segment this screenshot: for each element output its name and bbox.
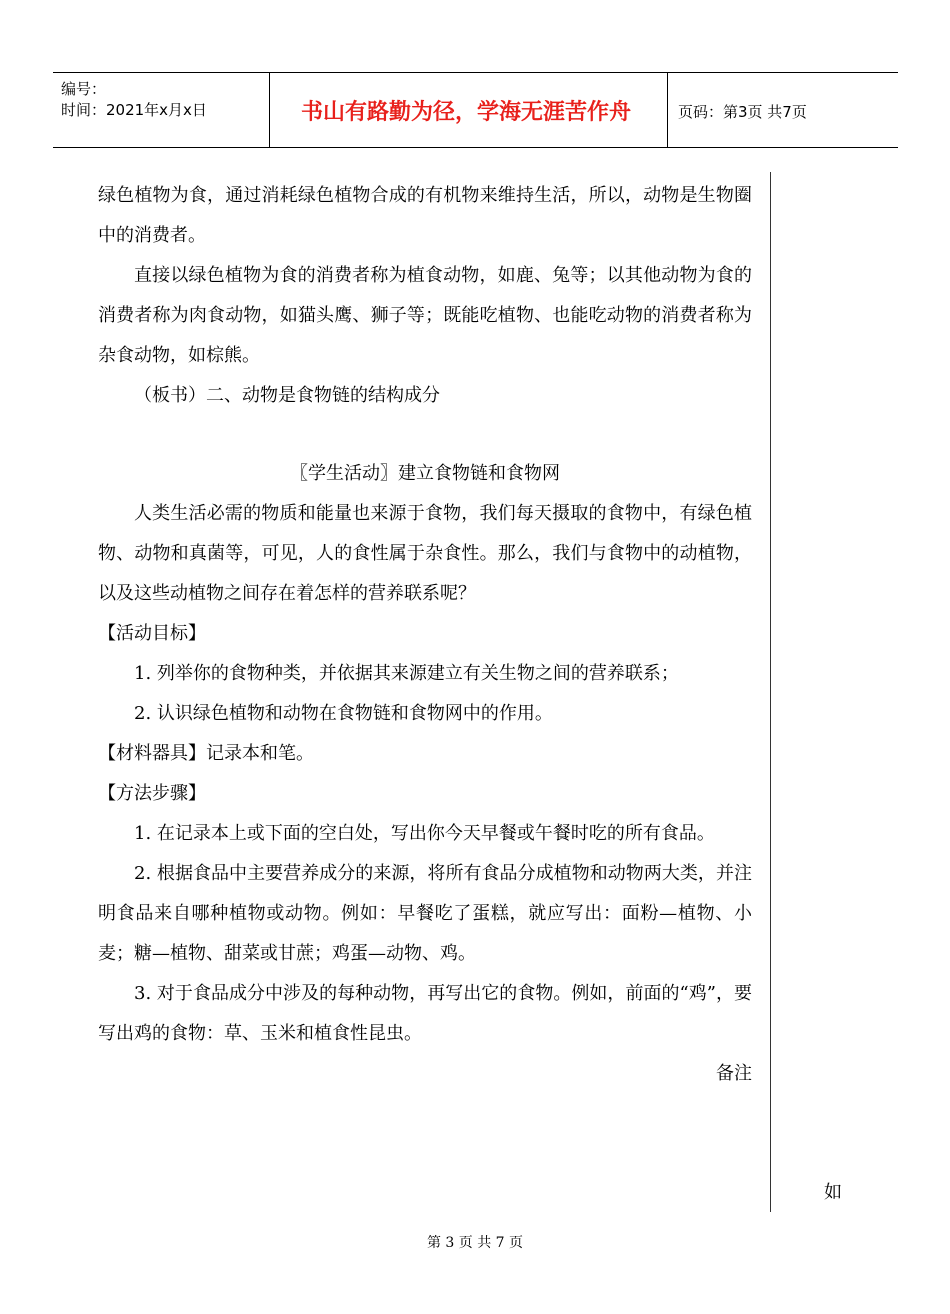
margin-line [770,172,771,1212]
document-number-label: 编号： [61,80,107,98]
goal-heading: 【活动目标】 [98,623,206,644]
side-margin-text: 如 [824,1182,842,1203]
header-divider [269,73,270,147]
step-item: 1. 在记录本上或下面的空白处，写出你今天早餐或午餐时吃的所有食品。 [134,823,715,844]
goal-item: 1. 列举你的食物种类，并依据其来源建立有关生物之间的营养联系； [134,663,679,684]
header-divider [667,73,668,147]
document-time-label: 时间：2021年x月x日 [61,101,207,119]
header-meta [61,79,207,121]
note-label: 备注 [716,1063,752,1084]
page-footer: 第 3 页 共 7 页 [426,1235,524,1251]
activity-title: 〖学生活动〗建立食物链和食物网 [290,463,560,484]
goal-item: 2. 认识绿色植物和动物在食物链和食物网中的作用。 [134,703,553,724]
header-motto: 书山有路勤为径，学海无涯苦作舟 [300,100,631,125]
header-page-label: 页码：第3页 共7页 [678,103,807,121]
step-item: 2. 根据食品中主要营养成分的来源，将所有食品分成植物和动物两大类，并注明食品来自哪种植物或动物。例如：早餐吃了蛋糕，就应写出：面粉—植物、小麦；糖—植物、甜菜或甘蔗；鸡蛋—动物、鸡。 [98,863,752,964]
page-header [53,72,898,148]
paragraph: 人类生活必需的物质和能量也来源于食物，我们每天摄取的食物中，有绿色植物、动物和真菌等，可见，人的食性属于杂食性。那么，我们与食物中的动植物，以及这些动植物之间存在着怎样的营养联系呢？ [98,503,752,604]
paragraph: 直接以绿色植物为食的消费者称为植食动物，如鹿、兔等；以其他动物为食的消费者称为肉食动物，如猫头鹰、狮子等；既能吃植物、也能吃动物的消费者称为杂食动物，如棕熊。 [98,265,752,366]
materials-line: 【材料器具】记录本和笔。 [98,743,314,764]
step-item: 3. 对于食品成分中涉及的每种动物，再写出它的食物。例如，前面的“鸡”，要写出鸡的食物：草、玉米和植食性昆虫。 [98,983,752,1044]
document-body [98,176,752,1094]
blackboard-heading: （板书）二、动物是食物链的结构成分 [134,385,440,406]
method-heading: 【方法步骤】 [98,783,206,804]
paragraph: 绿色植物为食，通过消耗绿色植物合成的有机物来维持生活，所以，动物是生物圈中的消费者。 [98,185,752,246]
